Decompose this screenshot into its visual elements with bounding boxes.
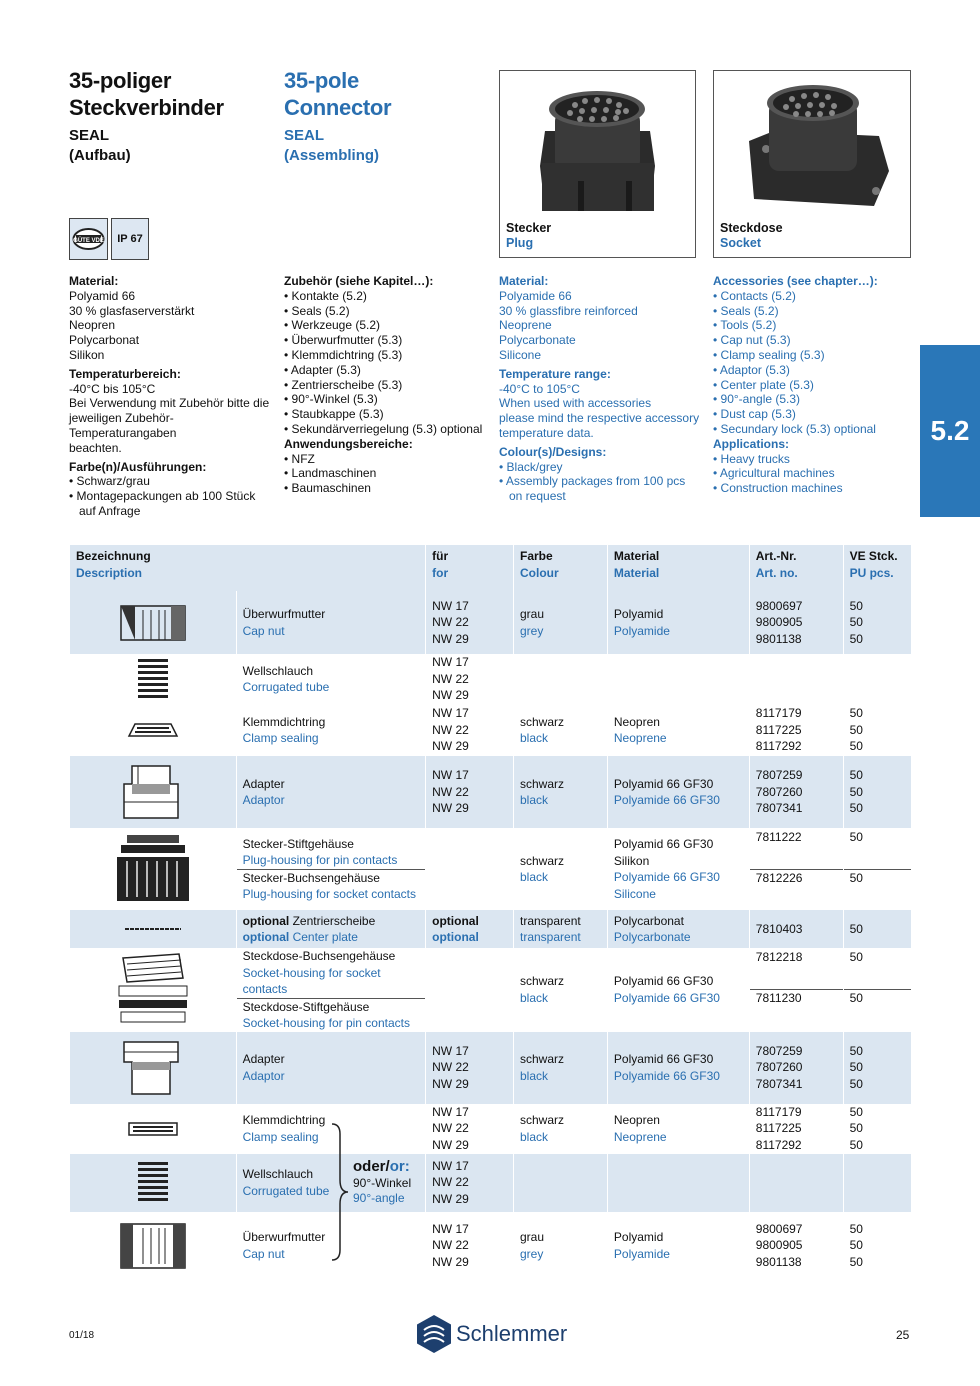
- spec-column-en-accessories: [713, 274, 913, 496]
- temp-en-3: temperature data.: [499, 425, 594, 440]
- subtitle-de-line1: SEAL: [69, 127, 110, 144]
- item-artno: 9800697 9800905 9801138: [749, 591, 843, 654]
- header-description-en: Description: [76, 565, 143, 580]
- angle-alternative-note: [353, 1158, 411, 1206]
- material-heading-en: Material:: [499, 274, 549, 288]
- item-name-de: Wellschlauch: [242, 663, 314, 678]
- material-en-4: Silicone: [499, 347, 542, 362]
- clamp-sealing-drawing: [125, 1117, 181, 1141]
- application-de-1: • Landmaschinen: [284, 466, 377, 481]
- header-for-en: for: [432, 565, 449, 580]
- item-name-en: Plug-housing for pin contacts: [242, 853, 398, 867]
- item-for: NW 17 NW 22 NW 29: [426, 1154, 514, 1212]
- table-row[interactable]: [70, 704, 912, 756]
- item-name-en: Center plate: [289, 930, 358, 944]
- item-name-en-2: Plug-housing for socket contacts: [242, 887, 416, 901]
- material-de-0: Polyamid 66: [69, 288, 136, 303]
- accessories-heading-en: Accessories (see chapter…):: [713, 274, 878, 288]
- item-for: NW 17 NW 22 NW 29: [426, 1104, 514, 1154]
- accessory-en-2: • Tools (5.2): [713, 318, 777, 333]
- accessory-en-9: • Secundary lock (5.3) optional: [713, 421, 876, 436]
- item-material-de: Polyamid 66 GF30: [613, 1052, 714, 1066]
- item-colour-en: grey: [520, 1246, 544, 1261]
- item-material-en: Neoprene: [613, 731, 667, 745]
- item-pu: 50: [844, 949, 911, 990]
- temp-en-0: -40°C to 105°C: [499, 381, 580, 396]
- item-artno: 7807259 7807260 7807341: [749, 1032, 843, 1104]
- item-name-de: Steckdose-Buchsengehäuse: [242, 949, 396, 963]
- item-material-en: Polycarbonate: [613, 930, 691, 944]
- material-de-4: Silikon: [69, 347, 105, 362]
- product-table: [69, 545, 911, 1280]
- temp-heading-en: Temperature range:: [499, 366, 611, 381]
- header-colour-de: Farbe: [520, 549, 553, 563]
- plug-caption-de: Stecker: [506, 221, 552, 235]
- item-material-en: Polyamide 66 GF30: [613, 793, 720, 807]
- temp-de-3: beachten.: [69, 440, 122, 455]
- material-de-1: 30 % glasfaserverstärkt: [69, 303, 195, 318]
- cap-nut-drawing: [113, 1218, 193, 1274]
- item-name-en: Cap nut: [242, 1246, 285, 1261]
- application-de-2: • Baumaschinen: [284, 481, 371, 496]
- item-for-de: optional: [432, 913, 479, 928]
- item-name-de: Zentrierscheibe: [289, 913, 376, 928]
- item-colour-en: black: [520, 870, 549, 884]
- accessory-en-0: • Contacts (5.2): [713, 288, 796, 303]
- header-artno-de: Art.-Nr.: [755, 549, 797, 563]
- accessory-en-8: • Dust cap (5.3): [713, 407, 796, 422]
- table-row[interactable]: [70, 1212, 912, 1280]
- accessory-de-0: • Kontakte (5.2): [284, 288, 367, 303]
- item-name-en: Clamp sealing: [242, 731, 319, 745]
- item-artno: 9800697 9800905 9801138: [749, 1212, 843, 1280]
- material-en-1: 30 % glassfibre reinforced: [499, 303, 638, 318]
- subtitle-en-line1: SEAL: [284, 127, 325, 144]
- item-name-de-2: Steckdose-Stiftgehäuse: [242, 999, 370, 1014]
- table-row[interactable]: [70, 1154, 912, 1212]
- accessory-de-4: • Klemmdichtring (5.3): [284, 347, 403, 362]
- item-material-en: Polyamide 66 GF30: [613, 1068, 720, 1083]
- applications-heading-en: Applications:: [713, 436, 790, 451]
- table-row[interactable]: [70, 948, 912, 1032]
- plug-caption: [506, 221, 551, 251]
- temp-en-1: When used with accessories: [499, 396, 652, 411]
- item-colour-de: grau: [520, 607, 545, 621]
- footer-date: 01/18: [69, 1330, 95, 1341]
- temp-de-0: -40°C bis 105°C: [69, 381, 156, 396]
- item-colour-en: black: [520, 731, 549, 745]
- item-name-de: Adapter: [242, 776, 285, 791]
- item-name-de: Stecker-Stiftgehäuse: [242, 836, 354, 851]
- vde-logo-icon: [70, 219, 107, 259]
- accessory-en-1: • Seals (5.2): [713, 303, 779, 318]
- accessory-en-5: • Adaptor (5.3): [713, 362, 790, 377]
- item-pu: 50 50 50: [843, 1032, 911, 1104]
- item-artno: 7807259 7807260 7807341: [749, 756, 843, 828]
- application-en-2: • Construction machines: [713, 481, 843, 496]
- item-colour-de: schwarz: [520, 974, 565, 989]
- item-artno: 7810403: [749, 910, 843, 948]
- header-colour-en: Colour: [520, 565, 559, 580]
- application-de-0: • NFZ: [284, 451, 315, 466]
- item-colour-en: black: [520, 793, 549, 807]
- header-artno-en: Art. no.: [755, 565, 798, 580]
- item-name-en-bold: optional: [242, 930, 290, 944]
- item-colour-en: grey: [520, 623, 544, 638]
- clamp-sealing-drawing: [125, 718, 181, 742]
- accessory-de-1: • Seals (5.2): [284, 303, 350, 318]
- colour-en-2: on request: [499, 489, 566, 504]
- vde-certification-badge: [69, 218, 108, 260]
- item-artno: 7812218: [750, 949, 843, 990]
- header-pu-en: PU pcs.: [849, 565, 894, 580]
- brace-icon: [330, 1122, 350, 1262]
- header-material-de: Material: [613, 549, 660, 563]
- socket-caption-de: Steckdose: [720, 221, 783, 235]
- item-pu-2: 50: [849, 870, 863, 885]
- item-material-en: Polyamide: [613, 1246, 670, 1261]
- accessory-en-6: • Center plate (5.3): [713, 377, 814, 392]
- item-colour-de: transparent: [520, 913, 581, 928]
- table-row[interactable]: [70, 828, 912, 910]
- adapter-drawing: [118, 762, 188, 822]
- header-description-de: Bezeichnung: [76, 549, 151, 563]
- item-colour-en: transparent: [520, 930, 581, 944]
- item-name-de: Klemmdichtring: [242, 714, 326, 729]
- colour-de-0: • Schwarz/grau: [69, 474, 150, 489]
- item-pu: 50 50 50: [843, 1104, 911, 1154]
- socket-image: [714, 71, 910, 231]
- ip67-badge: IP 67: [111, 218, 149, 260]
- item-colour-de: schwarz: [520, 853, 565, 868]
- vde-logo-text: GÜTE VDE: [73, 238, 104, 244]
- item-name-en: Socket-housing for socket contacts: [242, 965, 381, 996]
- item-name-de-2: Stecker-Buchsengehäuse: [242, 870, 380, 885]
- temp-heading-de: Temperaturbereich:: [69, 366, 181, 381]
- schlemmer-logo-icon: [415, 1314, 453, 1354]
- item-pu: 50: [843, 910, 911, 948]
- material-de-3: Polycarbonat: [69, 333, 140, 348]
- accessories-heading-de: Zubehör (siehe Kapitel…):: [284, 274, 434, 288]
- title-de: [69, 67, 224, 166]
- item-colour-de: schwarz: [520, 1113, 565, 1127]
- table-row[interactable]: [70, 910, 912, 948]
- socket-caption-en: Socket: [720, 236, 761, 250]
- item-name-de: Adapter: [242, 1052, 285, 1066]
- accessory-de-7: • 90°-Winkel (5.3): [284, 392, 378, 407]
- angle-en: 90°-angle: [353, 1191, 405, 1205]
- accessory-de-8: • Staubkappe (5.3): [284, 407, 384, 422]
- item-material-de: Neopren: [613, 1113, 660, 1127]
- item-artno: 8117179 8117225 8117292: [749, 704, 843, 756]
- table-row[interactable]: [70, 591, 912, 654]
- accessory-de-2: • Werkzeuge (5.2): [284, 318, 381, 333]
- brand-logo[interactable]: [415, 1314, 567, 1354]
- item-material-de: Polyamid: [613, 1230, 664, 1244]
- item-colour-de: schwarz: [520, 776, 565, 791]
- application-en-0: • Heavy trucks: [713, 451, 790, 466]
- corrugated-tube-drawing: [133, 1160, 173, 1206]
- item-colour-en: black: [520, 1068, 549, 1083]
- item-name-en-2: Socket-housing for pin contacts: [242, 1016, 410, 1030]
- item-for-en: optional: [432, 930, 479, 944]
- item-material-de: Polyamid 66 GF30 Silikon: [613, 837, 714, 868]
- accessory-de-9: • Sekundärverriegelung (5.3) optional: [284, 421, 483, 436]
- item-pu: 50 50 50: [843, 756, 911, 828]
- material-de-2: Neopren: [69, 318, 116, 333]
- spec-column-de-material: [69, 274, 279, 519]
- table-row[interactable]: [70, 1104, 912, 1154]
- table-row[interactable]: [70, 654, 912, 704]
- item-artno: 7811222: [750, 829, 843, 870]
- accessory-de-5: • Adapter (5.3): [284, 362, 361, 377]
- item-artno: 8117179 8117225 8117292: [749, 1104, 843, 1154]
- accessory-en-3: • Cap nut (5.3): [713, 333, 791, 348]
- adapter-drawing: [118, 1038, 188, 1098]
- item-colour-de: schwarz: [520, 714, 565, 729]
- item-for: NW 17 NW 22 NW 29: [426, 1032, 514, 1104]
- item-name-de: Wellschlauch: [242, 1167, 314, 1181]
- item-material-de: Polyamid 66 GF30: [613, 776, 714, 791]
- title-en-line1: 35-pole: [284, 68, 359, 93]
- cap-nut-drawing: [113, 598, 193, 648]
- center-plate-drawing: [123, 924, 183, 934]
- colour-heading-en: Colour(s)/Designs:: [499, 444, 607, 459]
- application-en-1: • Agricultural machines: [713, 466, 835, 481]
- item-name-en: Corrugated tube: [242, 1183, 330, 1198]
- subtitle-en-line2: (Assembling): [284, 147, 380, 164]
- page-number: 25: [896, 1328, 910, 1342]
- item-name-de-bold: optional: [242, 913, 290, 928]
- material-heading-de: Material:: [69, 274, 119, 288]
- item-colour-en: black: [520, 1129, 549, 1144]
- accessory-de-6: • Zentrierscheibe (5.3): [284, 377, 403, 392]
- accessory-de-3: • Überwurfmutter (5.3): [284, 333, 403, 348]
- item-colour-en: black: [520, 990, 549, 1005]
- item-colour-de: grau: [520, 1230, 545, 1244]
- accessory-en-4: • Clamp sealing (5.3): [713, 347, 825, 362]
- table-header-row: [70, 545, 912, 591]
- colour-en-0: • Black/grey: [499, 459, 563, 474]
- item-material-de: Neopren: [613, 714, 660, 729]
- material-en-2: Neoprene: [499, 318, 552, 333]
- colour-en-1: • Assembly packages from 100 pcs: [499, 474, 686, 489]
- accessory-en-7: • 90°-angle (5.3): [713, 392, 801, 407]
- plug-caption-en: Plug: [506, 236, 534, 250]
- item-material-en: Neoprene: [613, 1129, 667, 1144]
- title-en-line2: Connector: [284, 95, 392, 120]
- item-pu: 50 50 50: [843, 591, 911, 654]
- socket-caption: [720, 221, 783, 251]
- plug-housing-drawing: [113, 831, 193, 907]
- item-material-de: Polyamid 66 GF30: [613, 974, 714, 989]
- item-name-de: Überwurfmutter: [242, 1230, 326, 1244]
- temp-de-2: jeweiligen Zubehör-Temperaturangaben: [69, 411, 177, 440]
- oder-text: oder/: [353, 1158, 390, 1175]
- corrugated-tube-drawing: [133, 657, 173, 701]
- socket-image-box: [713, 70, 911, 258]
- item-for: NW 17 NW 22 NW 29: [426, 704, 514, 756]
- title-de-line2: Steckverbinder: [69, 95, 224, 120]
- item-material-de: Polycarbonat: [613, 913, 684, 928]
- brand-name: Schlemmer: [456, 1321, 568, 1346]
- spec-column-en-material: [499, 274, 709, 504]
- spec-column-de-accessories: [284, 274, 494, 496]
- header-material-en: Material: [613, 565, 660, 580]
- item-material-de: Polyamid: [613, 607, 664, 621]
- material-en-3: Polycarbonate: [499, 333, 576, 348]
- item-name-de: Überwurfmutter: [242, 607, 326, 621]
- subtitle-de-line2: (Aufbau): [69, 147, 131, 164]
- item-name-en: Cap nut: [242, 623, 285, 638]
- item-material-en: Polyamide 66 GF30 Silicone: [613, 870, 720, 901]
- item-for: NW 17 NW 22 NW 29: [426, 1212, 514, 1280]
- item-artno-2: 7811230: [755, 991, 802, 1006]
- item-pu: 50 50 50: [843, 704, 911, 756]
- item-material-en: Polyamide 66 GF30: [613, 990, 720, 1005]
- item-colour-de: schwarz: [520, 1052, 565, 1066]
- temp-en-2: please mind the respective accessory: [499, 411, 700, 426]
- colour-de-1: • Montagepackungen ab 100 Stück: [69, 489, 256, 504]
- temp-de-1: Bei Verwendung mit Zubehör bitte die: [69, 396, 270, 411]
- item-name-en: Adaptor: [242, 793, 285, 807]
- applications-heading-de: Anwendungsbereiche:: [284, 436, 413, 451]
- colour-heading-de: Farbe(n)/Ausführungen:: [69, 459, 207, 474]
- item-name-de: Klemmdichtring: [242, 1113, 326, 1127]
- item-name-en: Adaptor: [242, 1068, 285, 1083]
- material-en-0: Polyamide 66: [499, 288, 572, 303]
- item-pu: 50: [844, 829, 911, 870]
- or-text: or:: [389, 1158, 410, 1175]
- socket-housing-drawing: [113, 952, 193, 1028]
- table-row[interactable]: [70, 756, 912, 828]
- title-en: [284, 67, 391, 166]
- item-for: NW 17 NW 22 NW 29: [426, 654, 514, 704]
- chapter-tab[interactable]: 5.2: [920, 345, 980, 517]
- item-artno-2: 7812226: [755, 870, 803, 885]
- title-de-line1: 35-poliger: [69, 68, 172, 93]
- item-material-en: Polyamide: [613, 623, 670, 638]
- item-pu: 50 50 50: [843, 1212, 911, 1280]
- colour-de-2: auf Anfrage: [69, 503, 141, 518]
- header-for-de: für: [432, 549, 449, 563]
- item-pu-2: 50: [849, 991, 863, 1006]
- table-row[interactable]: [70, 1032, 912, 1104]
- item-for: NW 17 NW 22 NW 29: [426, 591, 514, 654]
- item-for: NW 17 NW 22 NW 29: [426, 756, 514, 828]
- header-pu-de: VE Stck.: [849, 549, 898, 563]
- plug-image-box: [499, 70, 696, 258]
- plug-image: [500, 71, 695, 231]
- item-name-en: Clamp sealing: [242, 1129, 319, 1144]
- angle-de: 90°-Winkel: [353, 1176, 412, 1190]
- item-name-en: Corrugated tube: [242, 680, 330, 694]
